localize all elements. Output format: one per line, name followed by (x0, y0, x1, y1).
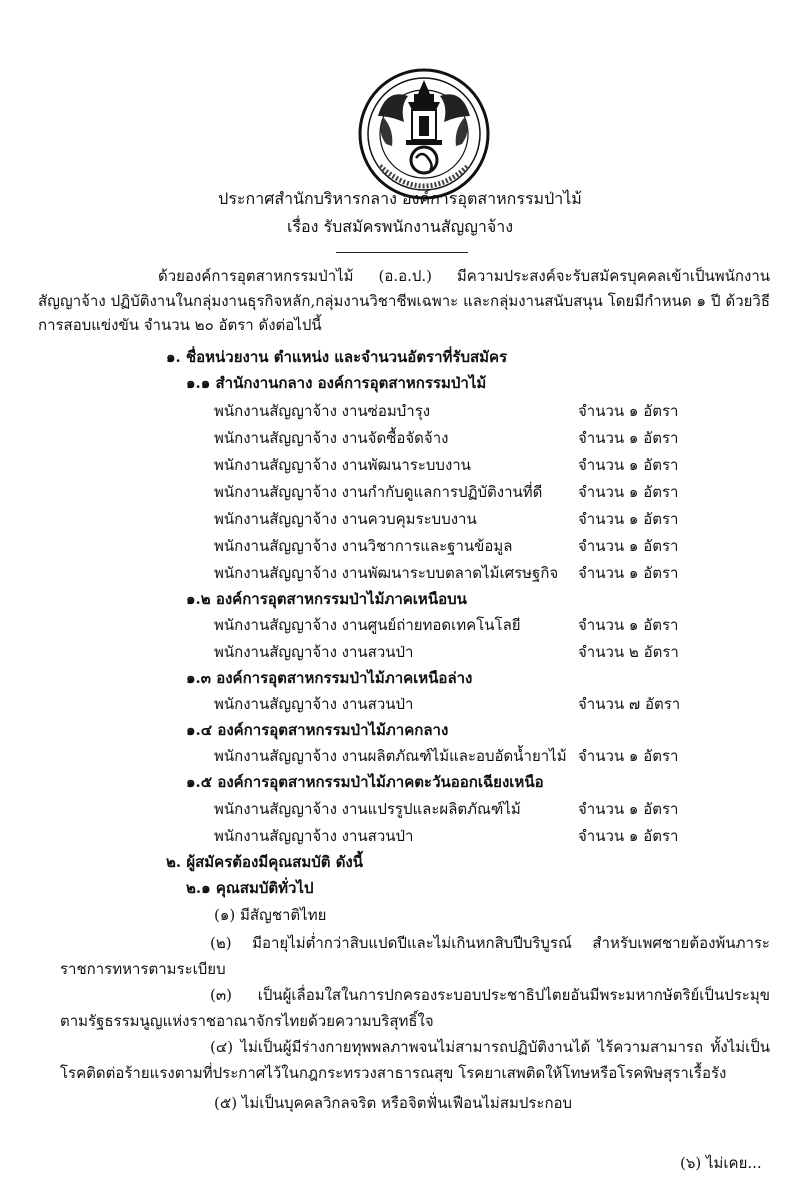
position-count: จำนวน ๑ อัตรา (578, 616, 679, 634)
qualification-item (60, 1034, 770, 1086)
section2-heading: ๒. ผู้สมัครต้องมีคุณสมบัติ ดังนี้ (166, 853, 364, 871)
position-title: พนักงานสัญญาจ้าง งานแปรรูปและผลิตภัณฑ์ไม้ (214, 800, 521, 818)
position-title: พนักงานสัญญาจ้าง งานศูนย์ถ่ายทอดเทคโนโลยี (214, 616, 521, 634)
position-count: จำนวน ๑ อัตรา (578, 747, 679, 765)
position-count: จำนวน ๑ อัตรา (578, 827, 679, 845)
qualification-item: (๕) ไม่เป็นบุคคลวิกลจริต หรือจิตฟั่นเฟือนไม่สมประกอบ (214, 1094, 573, 1112)
position-title: พนักงานสัญญาจ้าง งานผลิตภัณฑ์ไม้และอบอัดน้ำยาไม้ (214, 747, 567, 765)
position-title: พนักงานสัญญาจ้าง งานกำกับดูแลการปฏิบัติงานที่ดี (214, 483, 543, 501)
position-title: พนักงานสัญญาจ้าง งานควบคุมระบบงาน (214, 510, 477, 528)
position-title: พนักงานสัญญาจ้าง งานสวนป่า (214, 695, 414, 713)
position-title: พนักงานสัญญาจ้าง งานพัฒนาระบบงาน (214, 456, 471, 474)
unit-heading: ๑.๔ องค์การอุตสาหกรรมป่าไม้ภาคกลาง (186, 721, 449, 739)
continuation-note: (๖) ไม่เคย... (680, 1154, 762, 1172)
intro-paragraph (38, 264, 770, 338)
qualification-text: (๒) มีอายุไม่ต่ำกว่าสิบแปดปีและไม่เกินหกสิบปีบริบูรณ์ สำหรับเพศชายต้องพ้นภาระราชการทหารตามระเบียบ (60, 934, 770, 978)
position-title: พนักงานสัญญาจ้าง งานพัฒนาระบบตลาดไม้เศรษฐกิจ (214, 564, 559, 582)
qualification-text: (๓) เป็นผู้เลื่อมใสในการปกครองระบอบประชาธิปไตยอันมีพระมหากษัตริย์เป็นประมุขตามรัฐธรรมนูญแห่งราชอาณาจักรไทยด้วยความบริสุทธิ์ใจ (60, 986, 770, 1030)
position-count: จำนวน ๒ อัตรา (578, 643, 679, 661)
position-count: จำนวน ๗ อัตรา (578, 695, 681, 713)
unit-heading: ๑.๕ องค์การอุตสาหกรรมป่าไม้ภาคตะวันออกเฉียงเหนือ (186, 773, 544, 791)
position-count: จำนวน ๑ อัตรา (578, 456, 679, 474)
agency-seal-logo (356, 66, 492, 202)
position-count: จำนวน ๑ อัตรา (578, 429, 679, 447)
position-title: พนักงานสัญญาจ้าง งานซ่อมบำรุง (214, 402, 431, 420)
position-count: จำนวน ๑ อัตรา (578, 510, 679, 528)
position-title: พนักงานสัญญาจ้าง งานสวนป่า (214, 827, 414, 845)
unit-heading: ๑.๓ องค์การอุตสาหกรรมป่าไม้ภาคเหนือล่าง (186, 669, 473, 687)
unit-heading: ๑.๒ องค์การอุตสาหกรรมป่าไม้ภาคเหนือบน (186, 590, 467, 608)
position-count: จำนวน ๑ อัตรา (578, 402, 679, 420)
announcement-title: ประกาศสำนักบริหารกลาง องค์การอุตสาหกรรมป่าไม้ (218, 189, 582, 208)
intro-text: ด้วยองค์การอุตสาหกรรมป่าไม้ (อ.อ.ป.) มีความประสงค์จะรับสมัครบุคคลเข้าเป็นพนักงานสัญญาจ้าง ปฏิบัติงานในกลุ่มงานธุรกิจหลัก,กลุ่มงานวิชาชีพเฉพาะ และกลุ่มงานสนับสนุน โดยมีกำหนด ๑ ปี ด้วยวิธีการสอบแข่งขัน จำนวน ๒๐ อัตรา ดังต่อไปนี้ (38, 267, 770, 334)
unit-heading: ๑.๑ สำนักงานกลาง องค์การอุตสาหกรรมป่าไม้ (186, 374, 487, 392)
position-title: พนักงานสัญญาจ้าง งานจัดซื้อจัดจ้าง (214, 429, 449, 447)
qualification-item (60, 930, 770, 982)
qualification-text: (๔) ไม่เป็นผู้มีร่างกายทุพพลภาพจนไม่สามารถปฏิบัติงานได้ ไร้ความสามารถ ทั้งไม่เป็นโรคติดต่อร้ายแรงตามที่ประกาศไว้ในกฎกระทรวงสาธารณสุข โรคยาเสพติดให้โทษหรือโรคพิษสุราเรื้อรัง (60, 1038, 770, 1082)
position-count: จำนวน ๑ อัตรา (578, 483, 679, 501)
position-count: จำนวน ๑ อัตรา (578, 800, 679, 818)
title-divider (336, 252, 468, 253)
section2-subheading: ๒.๑ คุณสมบัติทั่วไป (186, 879, 314, 897)
announcement-subject: เรื่อง รับสมัครพนักงานสัญญาจ้าง (286, 217, 514, 236)
qualification-item: (๑) มีสัญชาติไทย (214, 906, 327, 924)
qualification-item (60, 982, 770, 1034)
section1-heading: ๑. ชื่อหน่วยงาน ตำแหน่ง และจำนวนอัตราที่รับสมัคร (166, 348, 508, 366)
position-title: พนักงานสัญญาจ้าง งานวิชาการและฐานข้อมูล (214, 537, 513, 555)
position-count: จำนวน ๑ อัตรา (578, 537, 679, 555)
position-title: พนักงานสัญญาจ้าง งานสวนป่า (214, 643, 414, 661)
position-count: จำนวน ๑ อัตรา (578, 564, 679, 582)
